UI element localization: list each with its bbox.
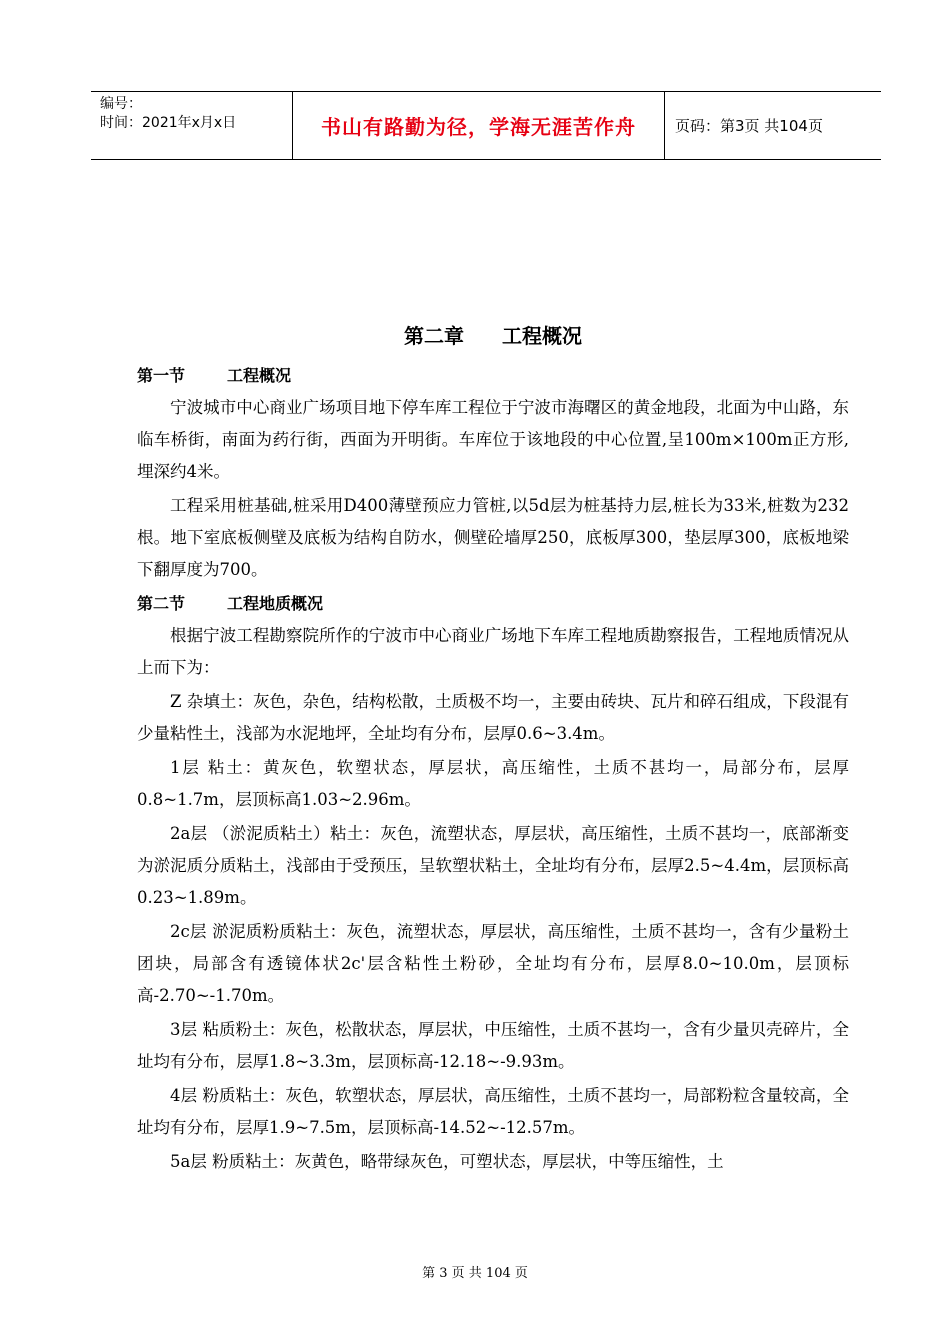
paragraph: 3层 粘质粉土：灰色，松散状态，厚层状，中压缩性，土质不甚均一，含有少量贝壳碎片，全址均有分布，层厚1.8~3.3m，层顶标高-12.18~-9.93m。 <box>137 1020 849 1071</box>
chapter-number: 第二章 <box>404 324 464 348</box>
chapter-title: 工程概况 <box>502 324 582 348</box>
header-table <box>91 91 881 160</box>
page-footer: 第 3 页 共 104 页 <box>422 1266 528 1281</box>
section-heading <box>137 360 849 392</box>
serial-label: 编号： <box>100 96 142 112</box>
paragraph: 2a层 （淤泥质粘土）粘土：灰色，流塑状态，厚层状，高压缩性，土质不甚均一，底部渐变为淤泥质分质粘土，浅部由于受预压，呈软塑状粘土，全址均有分布，层厚2.5~4.4m，层顶标高0.23~1.89m。 <box>137 824 849 907</box>
section-number: 第二节 <box>137 594 186 613</box>
document-body <box>137 318 849 1180</box>
paragraph: 工程采用桩基础,桩采用D400薄壁预应力管桩,以5d层为桩基持力层,桩长为33米,桩数为232根。地下室底板侧壁及底板为结构自防水，侧壁砼墙厚250，底板厚300，垫层厚300，底板地梁下翻厚度为700。 <box>137 496 849 579</box>
paragraph: Z 杂填土：灰色，杂色，结构松散，土质极不均一，主要由砖块、瓦片和碎石组成，下段混有少量粘性土，浅部为水泥地坪，全址均有分布，层厚0.6~3.4m。 <box>137 692 849 743</box>
paragraph: 根据宁波工程勘察院所作的宁波市中心商业广场地下车库工程地质勘察报告，工程地质情况从上而下为： <box>137 626 849 677</box>
paragraph: 4层 粉质粘土：灰色，软塑状态，厚层状，高压缩性，土质不甚均一，局部粉粒含量较高，全址均有分布，层厚1.9~7.5m，层顶标高-14.52~-12.57m。 <box>137 1086 849 1137</box>
time-label: 时间：2021年x月x日 <box>100 115 237 131</box>
header-meta-cell <box>91 92 293 159</box>
paragraph: 1层 粘土：黄灰色，软塑状态，厚层状，高压缩性，土质不甚均一，局部分布，层厚0.8~1.7m，层顶标高1.03~2.96m。 <box>137 758 849 809</box>
motto: 书山有路勤为径，学海无涯苦作舟 <box>293 92 665 159</box>
section-title: 工程地质概况 <box>227 594 324 613</box>
page-label: 页码：第3页 共104页 <box>675 117 823 135</box>
paragraph: 宁波城市中心商业广场项目地下停车库工程位于宁波市海曙区的黄金地段，北面为中山路，东临车桥街，南面为药行街，西面为开明街。车库位于该地段的中心位置,呈100m×100m正方形,埋深约4米。 <box>137 398 850 481</box>
section-heading <box>137 588 849 620</box>
chapter-heading <box>137 318 849 354</box>
section-number: 第一节 <box>137 366 186 385</box>
section-title: 工程概况 <box>227 366 292 385</box>
paragraph: 5a层 粉质粘土：灰黄色，略带绿灰色，可塑状态，厚层状，中等压缩性，土 <box>170 1152 724 1171</box>
paragraph: 2c层 淤泥质粉质粘土：灰色，流塑状态，厚层状，高压缩性，土质不甚均一，含有少量粉土团块，局部含有透镜体状2c'层含粘性土粉砂，全址均有分布，层厚8.0~10.0m，层顶标高-2.70~-1.70m。 <box>137 922 849 1005</box>
